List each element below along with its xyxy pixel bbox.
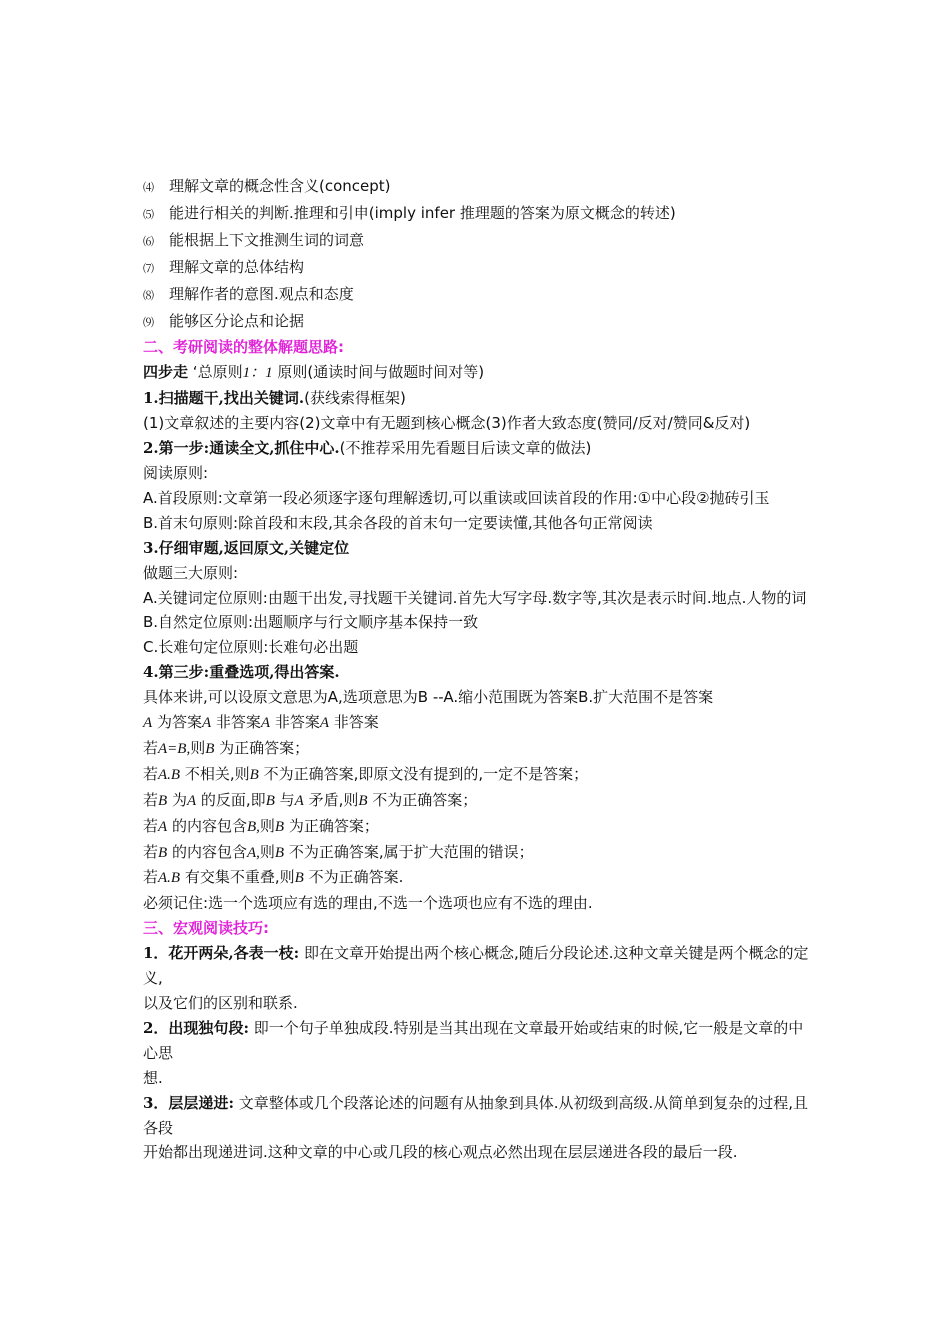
item-number: ⑻ (143, 288, 154, 302)
step2-note: (不推荐采用先看题目后读文章的做法) (339, 439, 592, 458)
math-a: A (319, 715, 330, 732)
math-a: A (294, 792, 304, 809)
case-text: 不为正确答案. (303, 868, 404, 887)
section-heading: 二、考研阅读的整体解题思路: (143, 338, 344, 357)
rule-c: C.长难句定位原则:长难句必出题 (143, 638, 359, 657)
step1-title: 1.扫描题干,找出关键词. (143, 389, 305, 408)
case-text: 为正确答案； (284, 816, 379, 835)
math-b: B (294, 870, 304, 887)
step1-line (143, 386, 813, 411)
tip-title: 3．层层递进: (143, 1093, 234, 1112)
tip-body: 文章整体或几个段落论述的问题有从抽象到具体.从初级到高级.从简单到复杂的过程,且各段 (143, 1093, 809, 1137)
rule-a: A.关键词定位原则:由题干出发,寻找题干关键词.首先大写字母.数字等,其次是表示时间.地点.人物的词 (143, 588, 807, 607)
case-text: 不为正确答案,属于扩大范围的错误； (284, 842, 534, 861)
case-5 (143, 840, 813, 866)
case-text: 若 (143, 764, 159, 783)
item-text: 能根据上下文推测生词的词意 (169, 230, 365, 249)
math-b: B (274, 818, 285, 835)
document-page (143, 174, 813, 1165)
tip-title: 1．花开两朵,各表一枝: (143, 944, 300, 963)
list-item (143, 282, 813, 309)
tip-body: 即一个句子单独成段.特别是当其出现在文章最开始或结束的时候,它一般是文章的中心思 (143, 1018, 804, 1062)
math-b: B (265, 792, 275, 809)
steps-ratio: 1：1 (242, 365, 273, 382)
case-text: 则 (259, 816, 275, 835)
case-6 (143, 865, 813, 891)
list-item (143, 174, 813, 201)
math-a: A, (246, 844, 260, 861)
case-text: 若 (143, 868, 159, 887)
math-b: B (158, 844, 168, 861)
principle-b: B.首末句原则:除首段和末段,其余各段的首末句一定要读懂,其他各句正常阅读 (143, 513, 653, 532)
math-expr: A.B (158, 870, 181, 887)
steps-quote: ‘总原则 (192, 363, 243, 382)
item-text: 理解文章的总体结构 (169, 257, 305, 276)
math-b: B (274, 844, 285, 861)
step1-body: (1)文章叙述的主要内容(2)文章中有无题到核心概念(3)作者大致态度(赞同/反对/赞同&反对) (143, 414, 751, 433)
case-text: 若 (143, 790, 159, 809)
tip-3-continued: 开始都出现递进词.这种文章的中心或几段的核心观点必然出现在层层递进各段的最后一段. (143, 1143, 738, 1162)
math-a: A (260, 715, 271, 732)
three-principles: 做题三大原则: (143, 563, 239, 582)
math-expr: A=B, (158, 740, 191, 757)
case-text: 非答案 (211, 713, 261, 732)
case-text: 与 (274, 790, 295, 809)
list-item (143, 201, 813, 228)
case-text: 则 (259, 842, 275, 861)
case-text: 不相关,则 (180, 764, 250, 783)
tip-1-continued: 以及它们的区别和联系. (143, 994, 298, 1012)
principle-a: A.首段原则:文章第一段必须逐字逐句理解透切,可以重读或回读首段的作用:①中心段②抛砖引玉 (143, 488, 770, 507)
reading-principles: 阅读原则: (143, 463, 209, 482)
math-a: A (158, 818, 168, 835)
tip-1 (143, 941, 813, 991)
case-text: 若 (143, 738, 159, 757)
case-4 (143, 814, 813, 840)
list-item (143, 309, 813, 336)
step1-note: (获线索得框架) (304, 389, 406, 408)
math-expr: A.B (158, 766, 181, 783)
math-b: B (249, 766, 259, 783)
case-text: 若 (143, 816, 159, 835)
step2-title: 2.第一步:通读全文,抓住中心. (143, 439, 340, 458)
case-text: 有交集不重叠,则 (180, 868, 295, 887)
rule-b: B.自然定位原则:出题顺序与行文顺序基本保持一致 (143, 613, 479, 632)
item-text: 能够区分论点和论据 (169, 311, 305, 330)
case-1 (143, 736, 813, 762)
remember-note: 必须记住:选一个选项应有选的理由,不选一个选项也应有不选的理由. (143, 894, 593, 913)
case-2 (143, 762, 813, 788)
step2-line (143, 436, 813, 461)
step4-intro: 具体来讲,可以设原文意思为A,选项意思为B --A.缩小范围既为答案B.扩大范围不是答案 (143, 688, 714, 707)
case-text: 为正确答案； (214, 738, 310, 757)
math-a: A (201, 715, 212, 732)
case-text: 若 (143, 842, 159, 861)
section-heading: 三、宏观阅读技巧: (143, 919, 269, 938)
list-item (143, 255, 813, 282)
math-b: B (158, 792, 168, 809)
case-text: 不为正确答案； (367, 790, 478, 809)
item-number: ⑺ (143, 261, 154, 275)
case-text: 的反面,即 (196, 790, 266, 809)
case-text: 则 (190, 738, 206, 757)
item-number: ⑼ (143, 315, 154, 329)
math-b: B (205, 740, 215, 757)
step3-title: 3.仔细审题,返回原文,关键定位 (143, 538, 350, 557)
case-text: 不为正确答案,即原文没有提到的,一定不是答案； (258, 764, 589, 783)
item-number: ⑸ (143, 207, 154, 221)
case-text: 的内容包含 (167, 816, 247, 835)
case-text: 矛盾,则 (303, 790, 359, 809)
case-text: 非答案 (329, 713, 379, 732)
tip-2-continued: 想. (143, 1068, 163, 1087)
tip-3 (143, 1091, 813, 1141)
steps-overview (143, 360, 813, 386)
case-text: 非答案 (270, 713, 320, 732)
item-text: 能进行相关的判断.推理和引申(imply infer 推理题的答案为原文概念的转述) (169, 203, 676, 222)
steps-label: 四步走 (143, 363, 189, 382)
case-summary (143, 710, 813, 736)
item-text: 理解文章的概念性含义(concept) (169, 177, 391, 195)
math-b: B, (246, 818, 260, 835)
list-item (143, 228, 813, 255)
item-text: 理解作者的意图.观点和态度 (169, 284, 354, 303)
math-a: A (143, 715, 153, 732)
tip-title: 2．出现独句段: (143, 1018, 249, 1037)
case-text: 的内容包含 (167, 842, 247, 861)
item-number: ⑹ (143, 234, 154, 248)
math-a: A (186, 792, 197, 809)
case-3 (143, 788, 813, 814)
case-text: 为答案 (152, 713, 202, 732)
math-b: B (358, 792, 368, 809)
steps-rest: 原则(通读时间与做题时间对等) (277, 363, 485, 382)
item-number: ⑷ (143, 181, 154, 194)
tip-2 (143, 1016, 813, 1066)
case-text: 为 (167, 790, 187, 809)
tip-body: 即在文章开始提出两个核心概念,随后分段论述.这种文章关键是两个概念的定义, (143, 944, 809, 988)
step4-title: 4.第三步:重叠选项,得出答案. (143, 663, 340, 682)
